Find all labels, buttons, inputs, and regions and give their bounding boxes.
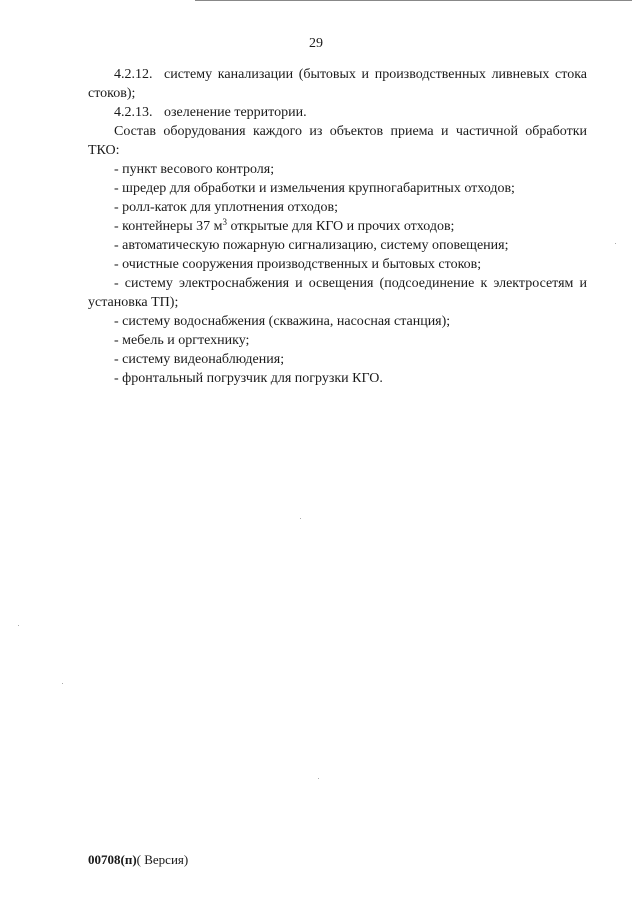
item-4-2-12 — [88, 65, 587, 103]
item-text: озеленение территории. — [164, 105, 307, 120]
footer-document-code — [88, 852, 188, 868]
item-number: 4.2.13. — [114, 105, 153, 120]
list-item: - пункт весового контроля; — [114, 162, 275, 177]
footer-code: 00708(п) — [88, 852, 137, 867]
list-item: - систему электроснабжения и освещения (подсоединение к электросетям и установка ТП); — [88, 276, 587, 310]
list-item-text: - контейнеры 37 м — [114, 219, 223, 234]
list-item: - мебель и оргтехнику; — [114, 333, 250, 348]
list-item-text: открытые для КГО и прочих отходов; — [227, 219, 455, 234]
page-number: 29 — [309, 36, 323, 51]
scan-speck — [300, 518, 301, 519]
scan-top-edge-line — [195, 0, 632, 1]
footer-version-label: ( Версия) — [136, 852, 189, 867]
item-number: 4.2.12. — [114, 67, 153, 82]
scan-speck — [318, 778, 319, 779]
list-item: - очистные сооружения производственных и бытовых стоков; — [114, 257, 482, 272]
scan-speck — [62, 683, 63, 684]
item-text: систему канализации (бытовых и производственных ливневых стока стоков); — [88, 67, 587, 101]
list-item: - систему водоснабжения (скважина, насосная станция); — [114, 314, 451, 329]
superscript: 3 — [222, 217, 228, 227]
list-item: - фронтальный погрузчик для погрузки КГО. — [114, 371, 383, 386]
list-item: - систему видеонаблюдения; — [114, 352, 285, 367]
scan-speck — [18, 625, 19, 626]
scan-speck — [615, 243, 616, 244]
list-item — [88, 217, 587, 236]
list-item: - ролл-каток для уплотнения отходов; — [114, 200, 338, 215]
equipment-list — [88, 160, 587, 388]
document-body — [88, 65, 587, 388]
list-item: - шредер для обработки и измельчения крупногабаритных отходов; — [114, 181, 515, 196]
list-item: - автоматическую пожарную сигнализацию, систему оповещения; — [114, 238, 509, 253]
composition-intro: Состав оборудования каждого из объектов приема и частичной обработки ТКО: — [88, 124, 587, 158]
item-4-2-13 — [88, 103, 587, 122]
